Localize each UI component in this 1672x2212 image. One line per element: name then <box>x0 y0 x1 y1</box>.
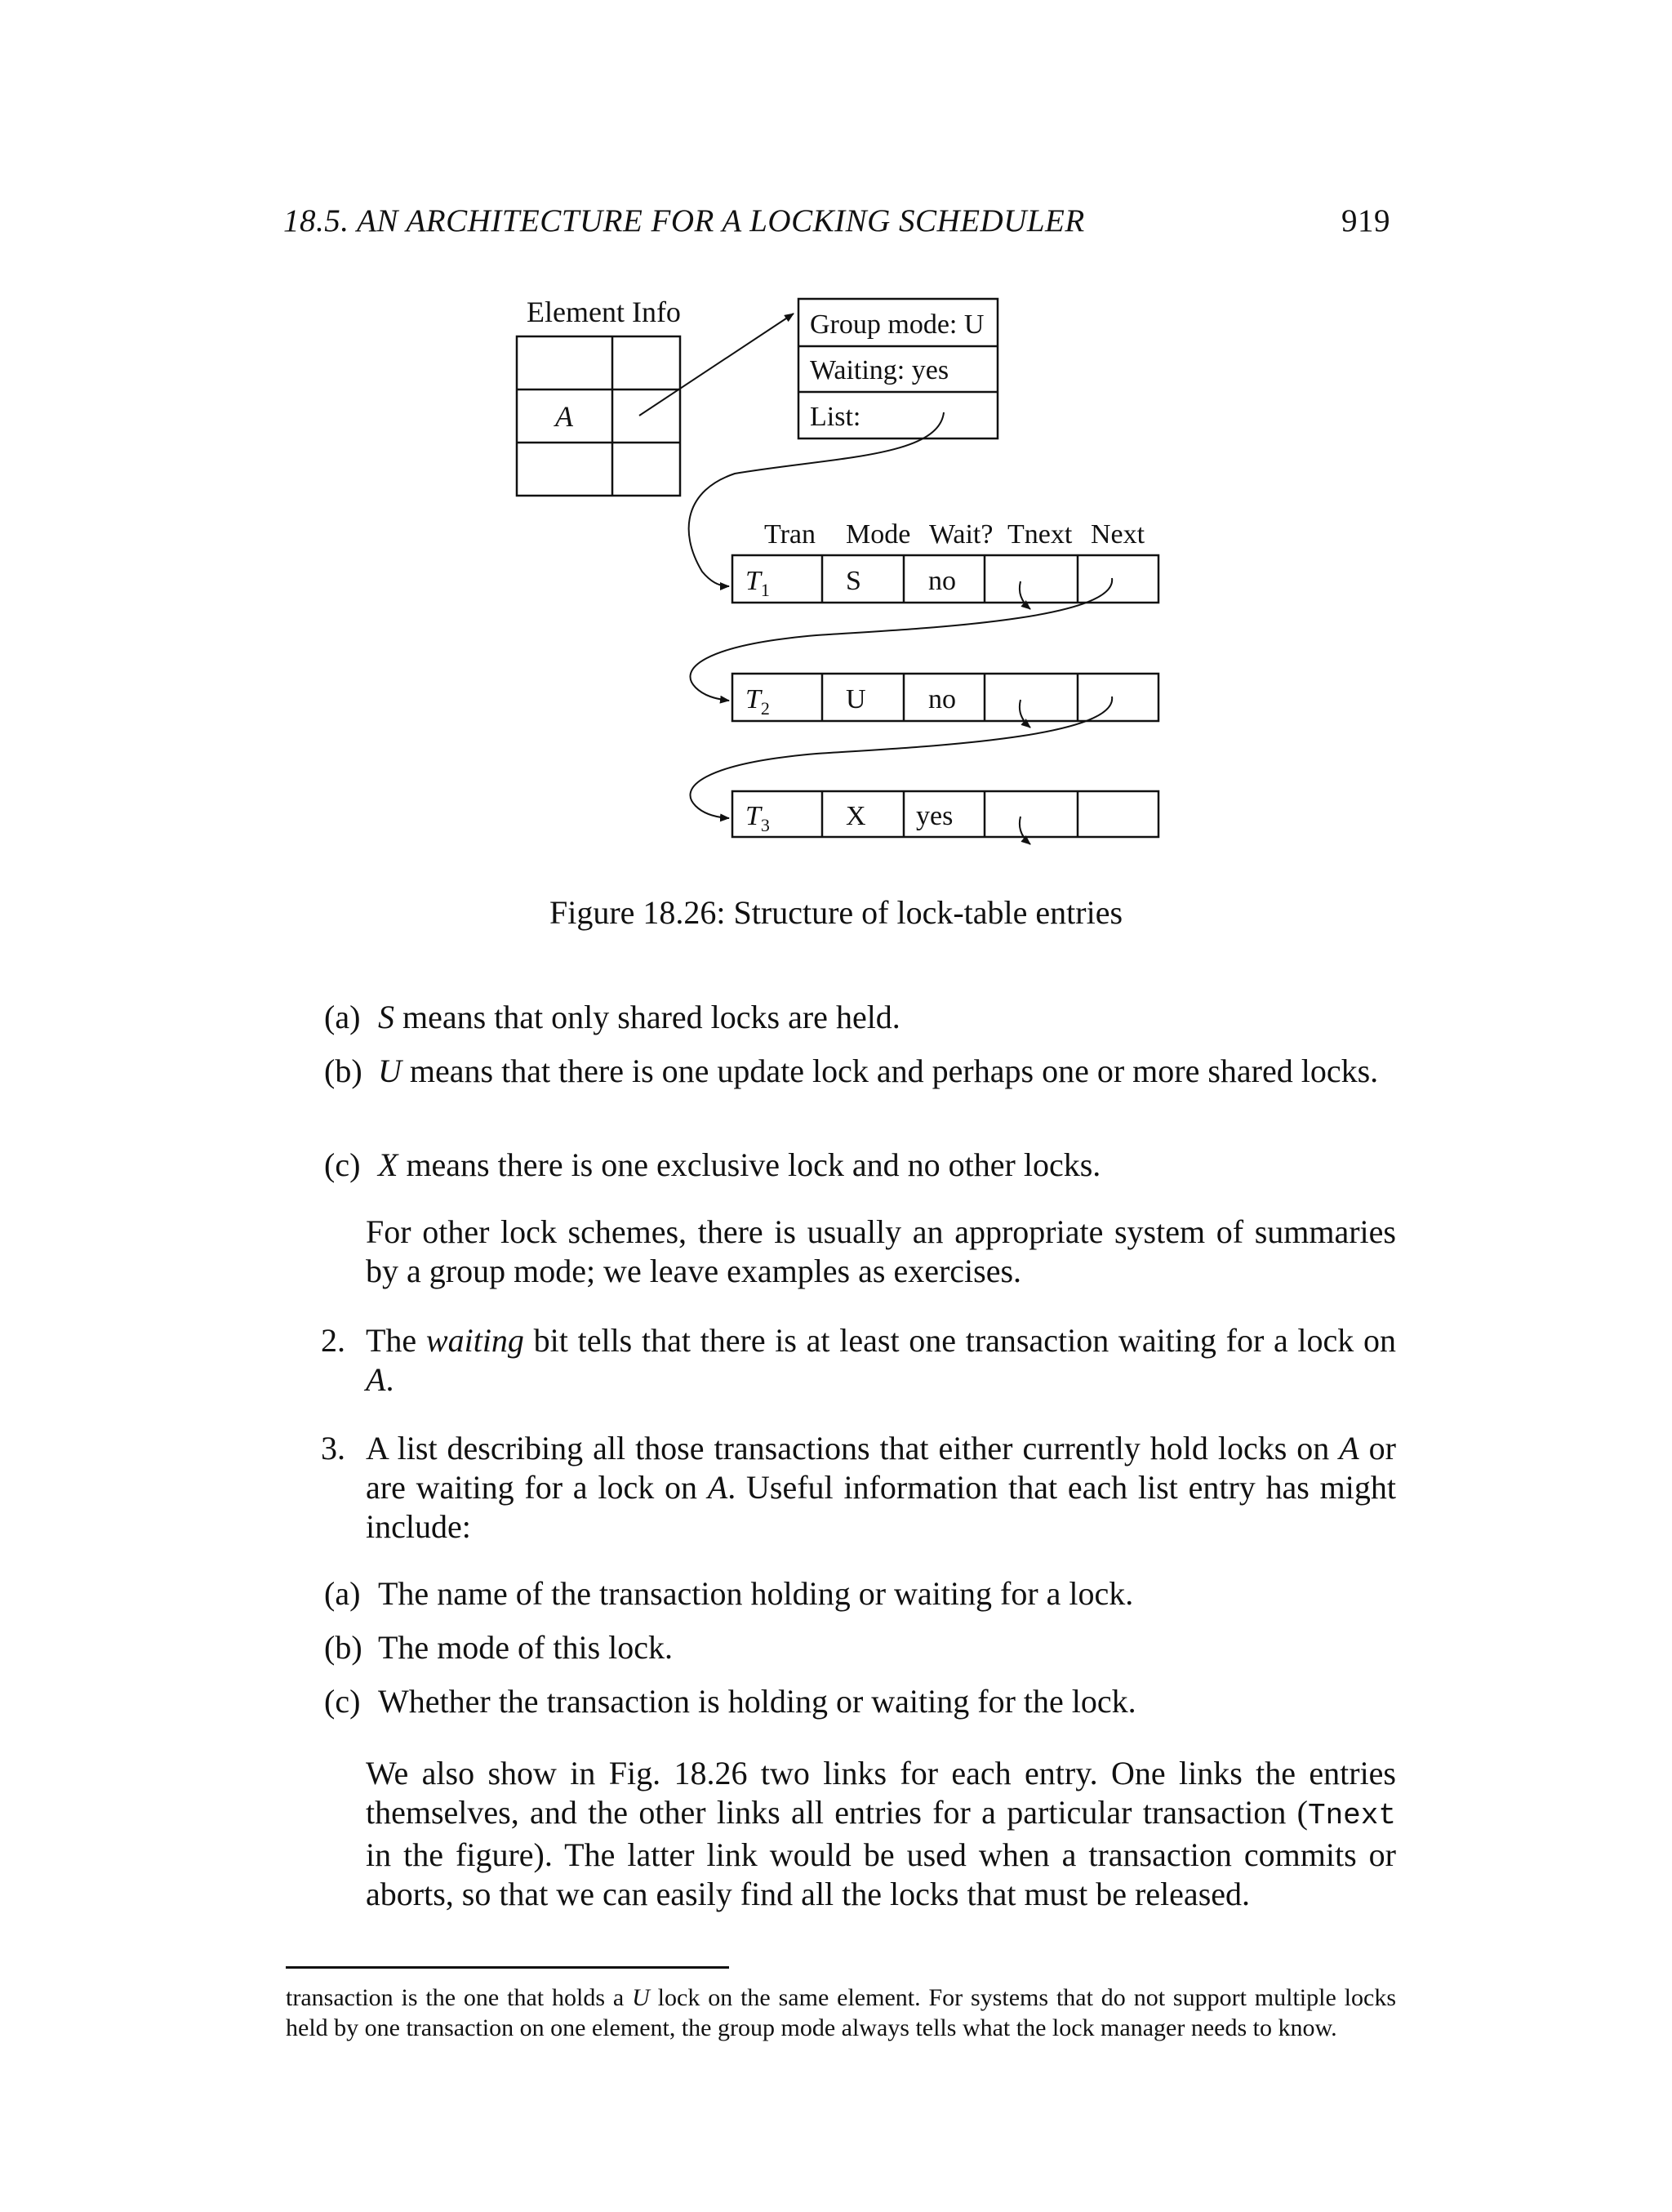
group-mode-item-a <box>324 998 1399 1037</box>
page-number: 919 <box>1341 203 1390 238</box>
lock-entry-t1 <box>732 555 1158 609</box>
list-field: List: <box>810 402 861 432</box>
pointer-to-header <box>639 314 794 416</box>
lock-entry-t2 <box>732 674 1158 728</box>
next-pointer-1 <box>690 578 1112 701</box>
element-info-label: Element Info <box>527 296 681 328</box>
col-mode: Mode <box>846 519 911 550</box>
info-item-c <box>324 1682 1399 1721</box>
mode-symbol: U <box>378 1053 402 1089</box>
item-text: means that only shared locks are held. <box>394 999 900 1035</box>
paragraph-links: We also show in Fig. 18.26 two links for each entry. One links the entries themselves, and the other links all entries for a particular transaction (Tnext in the figure). The latter link would be used when a transaction commits or aborts, so that we can easily find all the locks that must be released. <box>366 1755 1396 1912</box>
lock-table-diagram <box>0 0 1672 923</box>
col-tran: Tran <box>764 519 816 550</box>
item-text: means there is one exclusive lock and no other locks. <box>398 1146 1101 1183</box>
item-label: (c) <box>324 1683 361 1720</box>
group-mode-item-b <box>324 1052 1399 1091</box>
col-tnext: Tnext <box>1007 519 1073 550</box>
waiting-field: Waiting: yes <box>810 355 949 385</box>
item-text: The mode of this lock. <box>378 1629 674 1666</box>
item-label: (a) <box>324 1575 361 1612</box>
wait-cell: no <box>928 684 956 714</box>
element-key: A <box>555 400 573 433</box>
running-header: 18.5. AN ARCHITECTURE FOR A LOCKING SCHEDULER <box>283 203 1085 238</box>
item-label: (c) <box>324 1146 361 1183</box>
group-mode-field: Group mode: U <box>810 309 985 340</box>
tran-cell: $T_2$ <box>745 684 770 719</box>
mode-cell: U <box>846 684 866 714</box>
item-label: (b) <box>324 1629 362 1666</box>
paragraph-other-schemes: For other lock schemes, there is usually an appropriate system of summaries by a group mode; we leave examples as exercises. <box>366 1213 1396 1289</box>
figure-caption: Figure 18.26: Structure of lock-table entries <box>549 894 1123 931</box>
next-pointer-2 <box>690 697 1112 818</box>
col-next: Next <box>1091 519 1145 550</box>
info-item-a <box>324 1574 1399 1613</box>
item-text: The name of the transaction holding or waiting for a lock. <box>378 1575 1134 1612</box>
footnote-rule <box>286 1966 729 1969</box>
mode-symbol: X <box>378 1146 398 1183</box>
item-text: means that there is one update lock and perhaps one or more shared locks. <box>401 1053 1379 1089</box>
item-number: 2. <box>321 1322 345 1359</box>
list-item-3: 3. A list describing all those transactions that either currently hold locks on A or are waiting for a lock on A. Useful information that each list entry has might include: <box>321 1430 1397 1545</box>
tran-cell: $T_1$ <box>745 566 770 600</box>
item-text: Whether the transaction is holding or waiting for the lock. <box>378 1683 1136 1720</box>
tnext-pointer <box>1020 700 1030 728</box>
mode-cell: X <box>846 801 866 831</box>
lock-entry-t3 <box>732 791 1158 844</box>
footnote: transaction is the one that holds a U lock on the same element. For systems that do not support multiple locks held by one transaction on one element, the group mode always tells what the lock manager needs to know. <box>286 1984 1397 2041</box>
mode-cell: S <box>846 566 861 596</box>
item-number: 3. <box>321 1430 345 1467</box>
item-label: (a) <box>324 999 361 1035</box>
element-info-table <box>517 336 680 496</box>
group-mode-item-c <box>324 1146 1399 1185</box>
tran-cell: $T_3$ <box>745 801 770 835</box>
tnext-pointer <box>1020 817 1030 844</box>
tnext-code: Tnext <box>1307 1799 1396 1832</box>
list-item-2: 2. The waiting bit tells that there is at least one transaction waiting for a lock on A. <box>321 1322 1397 1398</box>
col-wait: Wait? <box>929 519 994 550</box>
info-item-b <box>324 1628 1399 1667</box>
wait-cell: no <box>928 566 956 596</box>
mode-symbol: S <box>378 999 394 1035</box>
tnext-pointer <box>1020 581 1030 609</box>
wait-cell: yes <box>916 801 954 831</box>
item-label: (b) <box>324 1053 362 1089</box>
